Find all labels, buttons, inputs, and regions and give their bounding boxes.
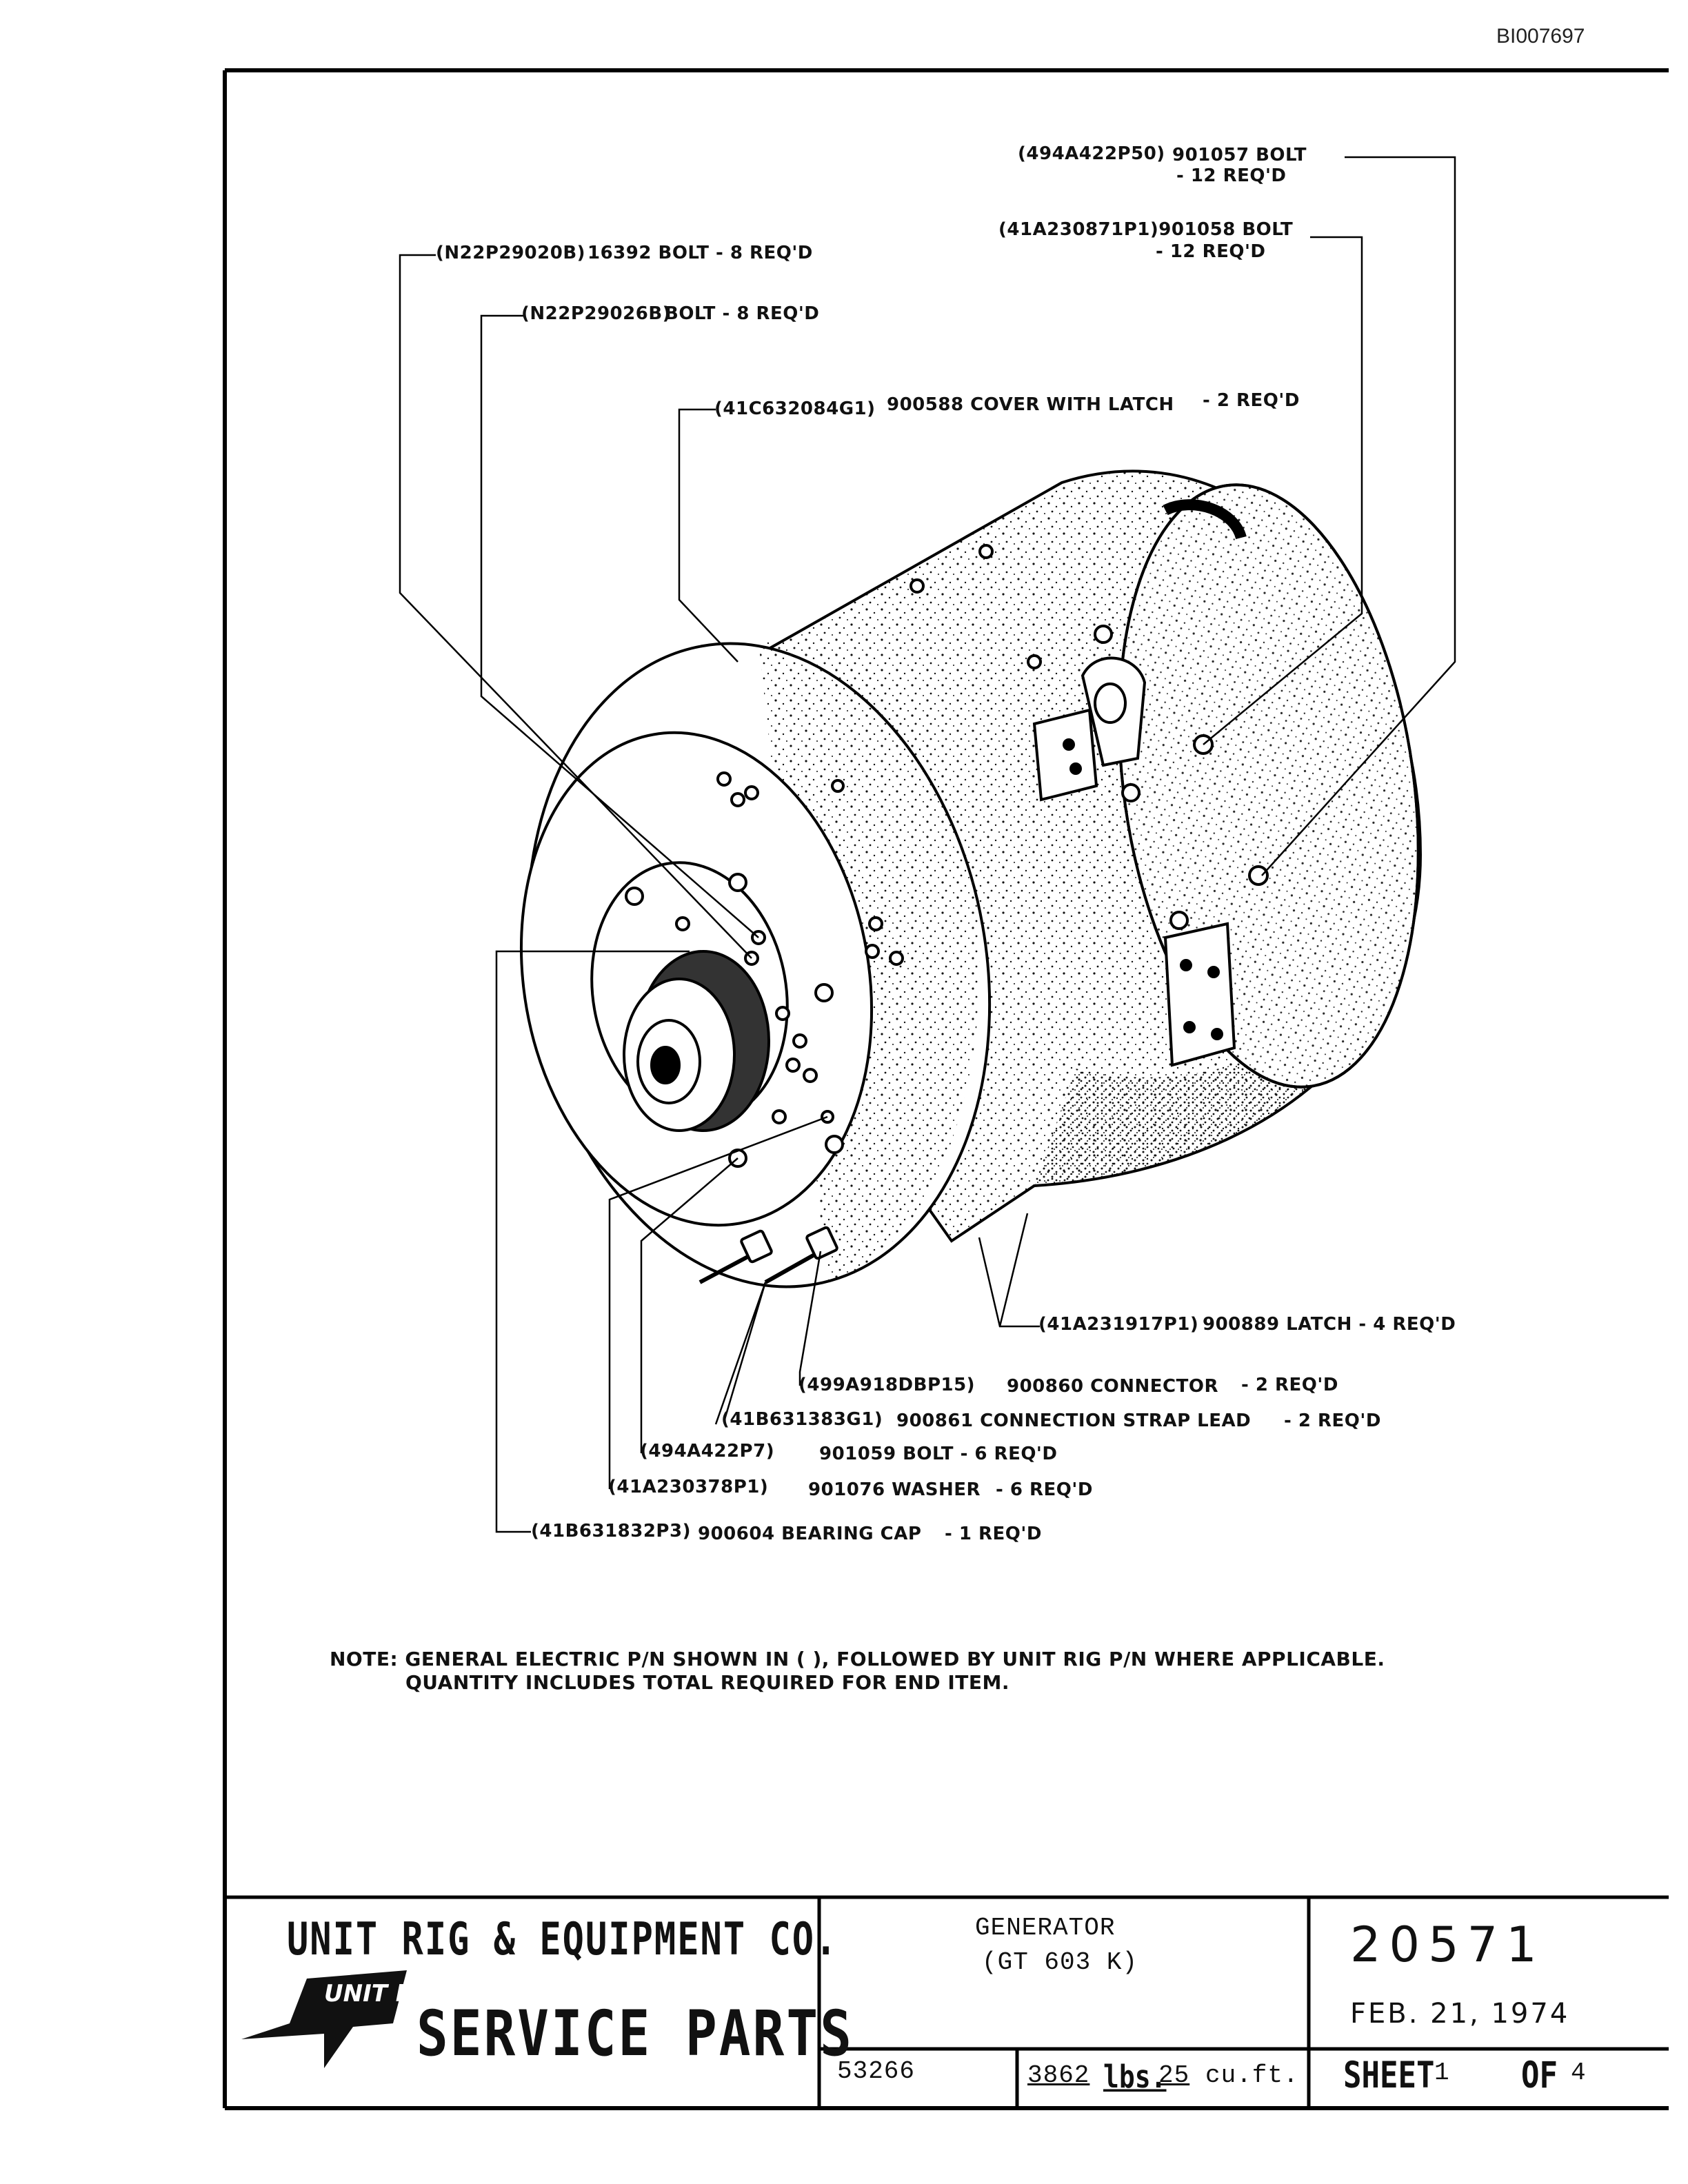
callout-strap-desc: 900861 CONNECTION STRAP LEAD <box>896 1410 1252 1431</box>
callout-connector-qty: - 2 REQ'D <box>1241 1375 1338 1395</box>
callout-washer-pn: (41A230378P1) <box>608 1477 769 1497</box>
callout-bolt-16392-pn: (N22P29020B) <box>436 243 586 263</box>
sheet-number: 1 <box>1434 2059 1450 2087</box>
weight-value: 3862 <box>1027 2061 1090 2090</box>
callout-bolt-901059-desc: 901059 BOLT - 6 REQ'D <box>819 1444 1058 1464</box>
callout-cover-desc: 900588 COVER WITH LATCH <box>887 394 1174 415</box>
weight-unit: lbs. <box>1103 2059 1167 2095</box>
callout-bolt-901058-pn: (41A230871P1)901058 BOLT <box>998 219 1294 240</box>
callout-bolt-901057-desc: 901057 BOLT <box>1172 145 1307 165</box>
callout-bolt-901058-qty: - 12 REQ'D <box>1156 241 1266 262</box>
callout-strap-pn: (41B631383G1) <box>721 1409 883 1430</box>
callout-bolt-901059-pn: (494A422P7) <box>640 1441 775 1462</box>
callout-bearing-cap-pn: (41B631832P3) <box>531 1521 691 1541</box>
item-model: (GT 603 K) <box>982 1948 1138 1976</box>
callout-bolt-n22-pn: (N22P29026B) <box>521 303 672 324</box>
volume-value: 25 <box>1158 2061 1190 2090</box>
service-parts-label: SERVICE PARTS <box>416 1996 854 2070</box>
callout-cover-qty: - 2 REQ'D <box>1203 390 1300 411</box>
callout-latch-pn: (41A231917P1) <box>1038 1314 1199 1335</box>
callout-washer-desc: 901076 WASHER <box>808 1479 981 1500</box>
code-number: 53266 <box>837 2057 916 2085</box>
callout-bolt-901057-qty: - 12 REQ'D <box>1176 165 1287 186</box>
callout-bolt-901057-pn: (494A422P50) <box>1018 143 1165 164</box>
callout-bolt-n22-desc: BOLT - 8 REQ'D <box>665 303 820 324</box>
drawing-date: FEB. 21, 1974 <box>1350 1998 1570 2030</box>
of-label: OF <box>1521 2054 1558 2097</box>
document-id: BI007697 <box>1496 25 1585 48</box>
callout-washer-qty: - 6 REQ'D <box>996 1479 1093 1500</box>
sheet-label: SHEET <box>1343 2054 1435 2097</box>
sheet-total: 4 <box>1571 2059 1587 2087</box>
generator-body <box>478 465 1454 1324</box>
company-name: UNIT RIG & EQUIPMENT CO. <box>287 1914 838 1965</box>
callout-cover-pn: (41C632084G1) <box>714 398 876 419</box>
callout-connector-pn: (499A918DBP15) <box>798 1375 976 1395</box>
callout-bearing-cap-qty: - 1 REQ'D <box>945 1524 1042 1544</box>
logo-text: UNIT RIG <box>324 1980 442 2008</box>
callout-bolt-16392-desc: 16392 BOLT - 8 REQ'D <box>587 243 813 263</box>
note-line-2: QUANTITY INCLUDES TOTAL REQUIRED FOR END ITEM. <box>405 1671 1010 1694</box>
callout-strap-qty: - 2 REQ'D <box>1284 1410 1381 1431</box>
callout-latch-desc: 900889 LATCH - 4 REQ'D <box>1203 1314 1456 1335</box>
volume-unit: cu.ft. <box>1205 2061 1299 2090</box>
note-line-1: NOTE: GENERAL ELECTRIC P/N SHOWN IN ( ), FOLLOWED BY UNIT RIG P/N WHERE APPLICABLE. <box>330 1648 1385 1670</box>
callout-connector-desc: 900860 CONNECTOR <box>1007 1376 1218 1397</box>
drawing-number: 20571 <box>1350 1917 1545 1973</box>
item-name: GENERATOR <box>975 1914 1116 1942</box>
callout-bearing-cap-desc: 900604 BEARING CAP <box>698 1524 922 1544</box>
